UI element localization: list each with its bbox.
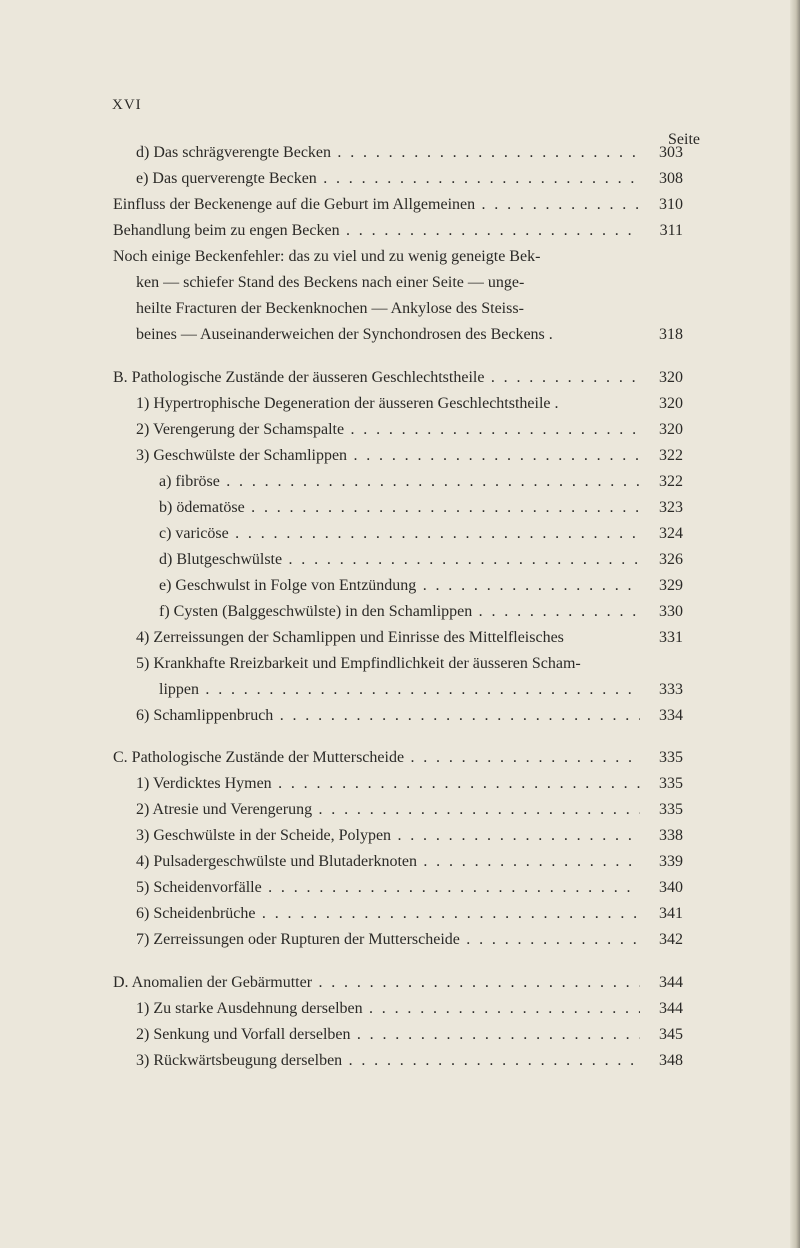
toc-entry-page: 330 [659,603,683,620]
toc-entry-page: 340 [659,879,683,896]
toc-entry-title: ken — schiefer Stand des Beckens nach einer Seite — unge- [136,274,525,291]
toc-entry-title: e) Das querverengte Becken . . . [136,166,640,192]
toc-entry [0,218,800,244]
toc-entry [0,391,800,417]
toc-entry-title: D. Anomalien der Gebärmutter . . . [113,970,640,996]
toc-entry-title: C. Pathologische Zustände der Mutterscheide . . . [113,745,640,771]
toc-entry [0,849,800,875]
toc-entry [0,495,800,521]
toc-entry [0,1048,800,1074]
toc-entry-title: 7) Zerreissungen oder Rupturen der Mutterscheide . . . [136,927,640,953]
toc-entry-title: Behandlung beim zu engen Becken . . . [113,218,640,244]
toc-entry-title: 6) Schamlippenbruch . . . [136,703,640,729]
toc-entry-page: 320 [659,369,683,386]
toc-entry-title: B. Pathologische Zustände der äusseren Geschlechtstheile . . . [113,365,640,391]
toc-entry [0,651,800,677]
toc-entry [0,703,800,729]
toc-entry [0,797,800,823]
toc-entry-title: 5) Krankhafte Rreizbarkeit und Empfindlichkeit der äusseren Scham- [136,655,581,672]
toc-entry-title: heilte Fracturen der Beckenknochen — Ankylose des Steiss- [136,300,524,317]
toc-entry-title: a) fibröse . . . [159,469,640,495]
toc-entry-page: 335 [659,775,683,792]
toc-entry [0,996,800,1022]
toc-entry-title: 1) Verdicktes Hymen . . . [136,771,640,797]
toc-entry-page: 310 [659,196,683,213]
toc-entry-title: d) Blutgeschwülste . . . [159,547,640,573]
toc-entry-title: 3) Geschwülste der Schamlippen . . . [136,443,640,469]
toc-entry [0,296,800,322]
toc-entry-page: 322 [659,447,683,464]
toc-entry [0,573,800,599]
toc-entry [0,745,800,771]
toc-entry-page: 338 [659,827,683,844]
toc-entry-title: 5) Scheidenvorfälle . . . [136,875,640,901]
toc-entry-title: d) Das schrägverengte Becken . . . [136,140,640,166]
toc-entry [0,547,800,573]
toc-entry-title: 1) Zu starke Ausdehnung derselben . . . [136,996,640,1022]
page-column-label: Seite [668,131,700,148]
toc-entry-page: 344 [659,1000,683,1017]
running-head: XVI [112,97,142,113]
toc-entry [0,970,800,996]
toc-entry-page: 311 [659,222,683,239]
toc-entry [0,469,800,495]
toc-entry-title: 2) Verengerung der Schamspalte . . . [136,417,640,443]
toc-entry-page: 341 [659,905,683,922]
toc-entry-page: 303 [659,144,683,161]
toc-entry-page: 331 [659,629,683,646]
toc-entry-page: 335 [659,801,683,818]
toc-entry [0,521,800,547]
toc-entry [0,771,800,797]
toc-entry-page: 335 [659,749,683,766]
toc-entry-title: beines — Auseinanderweichen der Synchondrosen des Beckens . [136,326,553,343]
toc-entry [0,417,800,443]
toc-entry [0,927,800,953]
toc-entry-page: 326 [659,551,683,568]
toc-entry [0,875,800,901]
toc-entry-page: 339 [659,853,683,870]
toc-entry [0,677,800,703]
toc-entry-page: 333 [659,681,683,698]
toc-entry [0,140,800,166]
toc-entry-page: 348 [659,1052,683,1069]
toc-entry-page: 344 [659,974,683,991]
toc-entry-title: 4) Zerreissungen der Schamlippen und Einrisse des Mittelfleisches [136,629,564,646]
toc-entry-page: 308 [659,170,683,187]
toc-entry-title: 6) Scheidenbrüche . . . [136,901,640,927]
toc-entry [0,823,800,849]
toc-entry-title: 4) Pulsadergeschwülste und Blutaderknoten . . . [136,849,640,875]
toc-entry [0,166,800,192]
toc-entry-title: Einfluss der Beckenenge auf die Geburt im Allgemeinen . . . [113,192,640,218]
toc-entry-page: 318 [659,326,683,343]
toc-entry [0,1022,800,1048]
toc-entry-page: 320 [659,395,683,412]
toc-entry-title: 2) Senkung und Vorfall derselben . . . [136,1022,640,1048]
toc-entry-page: 342 [659,931,683,948]
toc-entry-title: 3) Geschwülste in der Scheide, Polypen . . . [136,823,640,849]
toc-entry [0,625,800,651]
toc-entry [0,901,800,927]
toc-entry [0,192,800,218]
toc-entry-page: 334 [659,707,683,724]
toc-entry-title: e) Geschwulst in Folge von Entzündung . . . [159,573,640,599]
toc-entry [0,599,800,625]
toc-entry-title: 2) Atresie und Verengerung . . . [136,797,640,823]
toc-entry-page: 323 [659,499,683,516]
toc-entry-title: f) Cysten (Balggeschwülste) in den Schamlippen . . . [159,599,640,625]
toc-entry-title: b) ödematöse . . . [159,495,640,521]
toc-entry-page: 329 [659,577,683,594]
toc-entry-page: 320 [659,421,683,438]
toc-entry-title: lippen . . . [159,677,640,703]
toc-entry [0,270,800,296]
toc-entry [0,244,800,270]
toc-entry-title: 1) Hypertrophische Degeneration der äusseren Geschlechtstheile . [136,395,559,412]
toc-entry-page: 324 [659,525,683,542]
toc-entry-page: 345 [659,1026,683,1043]
toc-entry [0,322,800,348]
toc-entry-title: 3) Rückwärtsbeugung derselben . . . [136,1048,640,1074]
toc-entry [0,443,800,469]
toc-entry [0,365,800,391]
toc-entry-title: Noch einige Beckenfehler: das zu viel und zu wenig geneigte Bek- [113,248,541,265]
toc-entry-page: 322 [659,473,683,490]
toc-entry-title: c) varicöse . . . [159,521,640,547]
